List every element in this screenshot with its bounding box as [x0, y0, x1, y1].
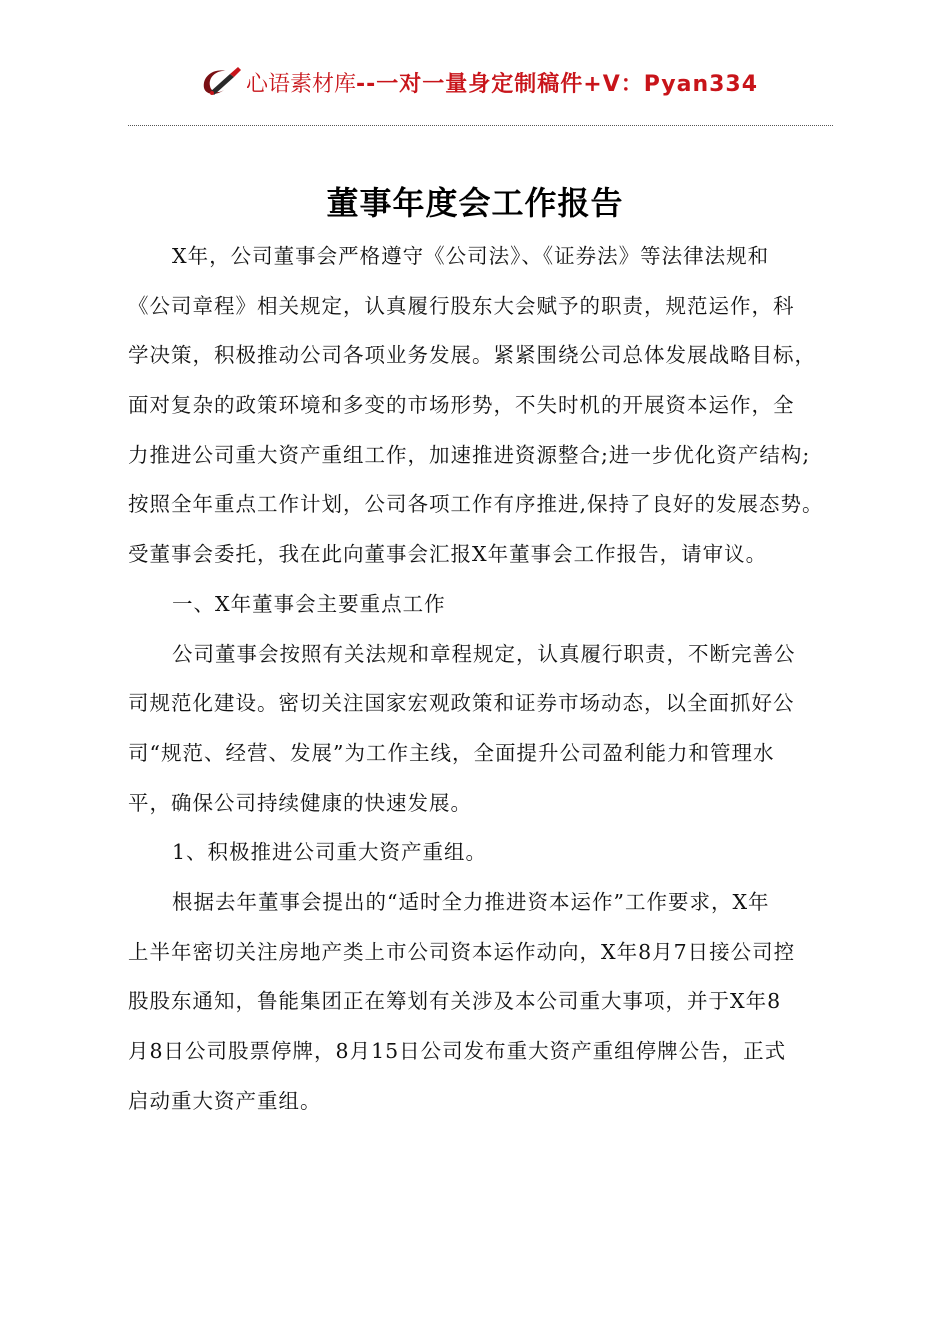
- pen-nib-swoosh-icon: [200, 62, 246, 102]
- page-header: [200, 62, 758, 102]
- body-line: 根据去年董事会提出的“适时全力推进资本运作”工作要求，X年: [172, 889, 770, 914]
- body-line: 受董事会委托，我在此向董事会汇报X年董事会工作报告，请审议。: [128, 542, 768, 567]
- body-line: 司“规范、经营、发展”为工作主线，全面提升公司盈利能力和管理水: [128, 740, 775, 765]
- body-line: 上半年密切关注房地产类上市公司资本运作动向，X年8月7日接公司控: [128, 939, 796, 964]
- body-line: 公司董事会按照有关法规和章程规定，认真履行职责，不断完善公: [172, 641, 796, 666]
- body-line: 司规范化建设。密切关注国家宏观政策和证券市场动态，以全面抓好公: [128, 691, 795, 716]
- body-line: 面对复杂的政策环境和多变的市场形势，不失时机的开展资本运作，全: [128, 393, 795, 418]
- body-line: 力推进公司重大资产重组工作，加速推进资源整合;进一步优化资产结构;: [128, 442, 811, 467]
- body-line: 月8日公司股票停牌，8月15日公司发布重大资产重组停牌公告，正式: [128, 1039, 787, 1063]
- body-line: 平，确保公司持续健康的快速发展。: [128, 790, 472, 815]
- body-line: 股股东通知，鲁能集团正在筹划有关涉及本公司重大事项，并于X年8: [128, 989, 782, 1014]
- body-line: 学决策，积极推动公司各项业务发展。紧紧围绕公司总体发展战略目标，: [128, 343, 816, 368]
- section-heading: 一、X年董事会主要重点工作: [172, 591, 446, 616]
- body-line: 按照全年重点工作计划，公司各项工作有序推进,保持了良好的发展态势。: [128, 492, 824, 517]
- brand-name: 心语素材库: [246, 71, 357, 97]
- document-body: [128, 232, 843, 1126]
- body-line: X年，公司董事会严格遵守《公司法》、《证券法》等法律法规和: [172, 244, 770, 268]
- body-line: 启动重大资产重组。: [128, 1088, 322, 1113]
- header-slogan: --一对一量身定制稿件+V：Pyan334: [356, 71, 759, 97]
- subsection-heading: 1、积极推进公司重大资产重组。: [172, 840, 488, 865]
- body-line: 《公司章程》相关规定，认真履行股东大会赋予的职责，规范运作，科: [128, 293, 795, 318]
- document-title: 董事年度会工作报告: [326, 184, 624, 222]
- header-divider: [128, 125, 833, 126]
